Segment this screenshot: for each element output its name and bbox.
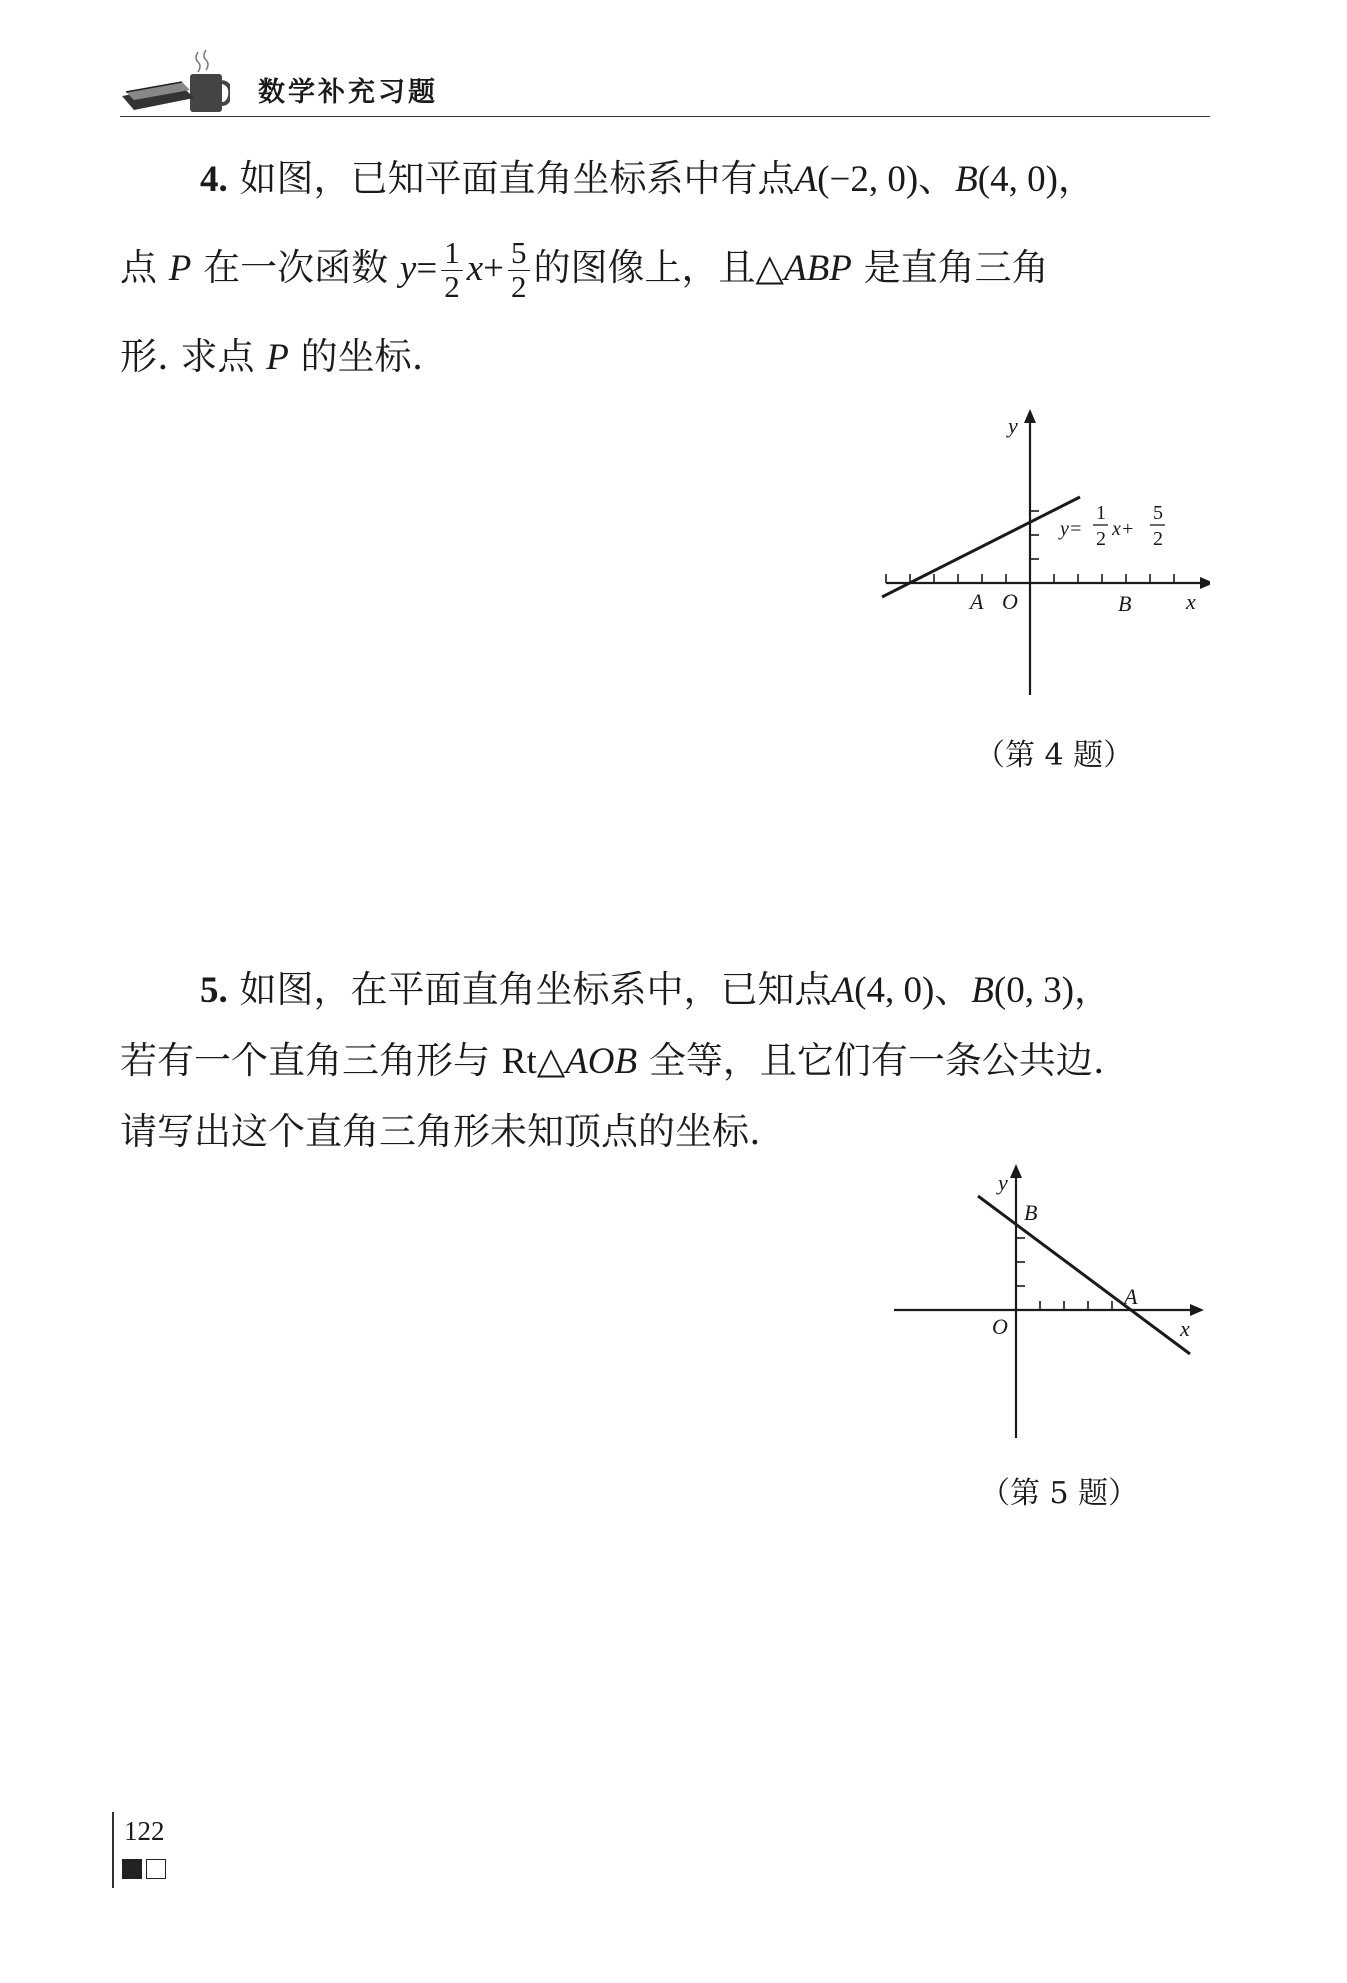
svg-text:y=: y= — [1060, 518, 1083, 540]
fraction: $\frac{5}{2}$ — [508, 237, 530, 303]
point-a-label: A — [1124, 1284, 1138, 1309]
y-axis-label: y — [998, 1170, 1008, 1195]
fraction: $\frac{1}{2}$ — [441, 237, 463, 303]
problem-number: 5. — [200, 970, 228, 1011]
x-axis-arrow — [1190, 1304, 1204, 1316]
problem-4-line-3: 形. 求点 P 的坐标. — [120, 335, 424, 378]
line-equation-label — [1058, 502, 1165, 550]
problem-number: 4. — [200, 159, 228, 200]
problem-4-line-1: 4. 如图，已知平面直角坐标系中有点A(−2, 0)、B(4, 0)， — [200, 157, 1095, 200]
point-a-label: A — [970, 589, 984, 614]
figure-4-caption: （第 4 题） — [975, 738, 1134, 773]
header-rule — [120, 116, 1210, 117]
x-axis-label: x — [1180, 1316, 1190, 1341]
problem-4 — [120, 135, 1210, 402]
problem-5 — [120, 955, 1210, 1167]
point-b-label: B — [1118, 591, 1132, 616]
origin-label: O — [992, 1314, 1008, 1339]
book-and-mug-icon — [120, 48, 230, 118]
point-b-label: B — [1024, 1200, 1038, 1225]
svg-text:1: 1 — [1096, 502, 1106, 524]
problem-5-line-2: 若有一个直角三角形与 Rt△AOB 全等，且它们有一条公共边. — [120, 1039, 1105, 1082]
page-number: 122 — [124, 1816, 165, 1846]
figure-5-caption: （第 5 题） — [980, 1476, 1139, 1511]
figure-4 — [870, 405, 1210, 705]
filled-square-icon — [122, 1859, 142, 1879]
y-axis-label: y — [1008, 413, 1018, 438]
figure-5 — [880, 1160, 1210, 1450]
problem-5-line-1: 5. 如图，在平面直角坐标系中，已知点A(4, 0)、B(0, 3)， — [200, 968, 1112, 1011]
svg-text:2: 2 — [1096, 528, 1106, 550]
problem-5-line-3: 请写出这个直角三角形未知顶点的坐标. — [120, 1110, 761, 1153]
y-axis-arrow — [1024, 409, 1036, 423]
empty-square-icon — [146, 1859, 166, 1879]
x-axis-label: x — [1186, 589, 1196, 614]
book-title: 数学补充习题 — [258, 77, 438, 108]
origin-label: O — [1002, 589, 1018, 614]
x-axis-arrow — [1200, 577, 1210, 589]
svg-text:2: 2 — [1153, 528, 1163, 550]
problem-4-line-2: 点 P 在一次函数 y= $\frac{1}{2}$ x+ $\frac{5}{2}$ 的图像上，且△ABP 是直角三角 — [120, 235, 1049, 304]
page-header — [120, 40, 1210, 120]
svg-text:x+: x+ — [1112, 518, 1135, 540]
y-axis-arrow — [1010, 1164, 1022, 1178]
svg-text:5: 5 — [1153, 502, 1163, 524]
segment-ab-line — [978, 1196, 1190, 1354]
footer-rule — [112, 1812, 114, 1888]
